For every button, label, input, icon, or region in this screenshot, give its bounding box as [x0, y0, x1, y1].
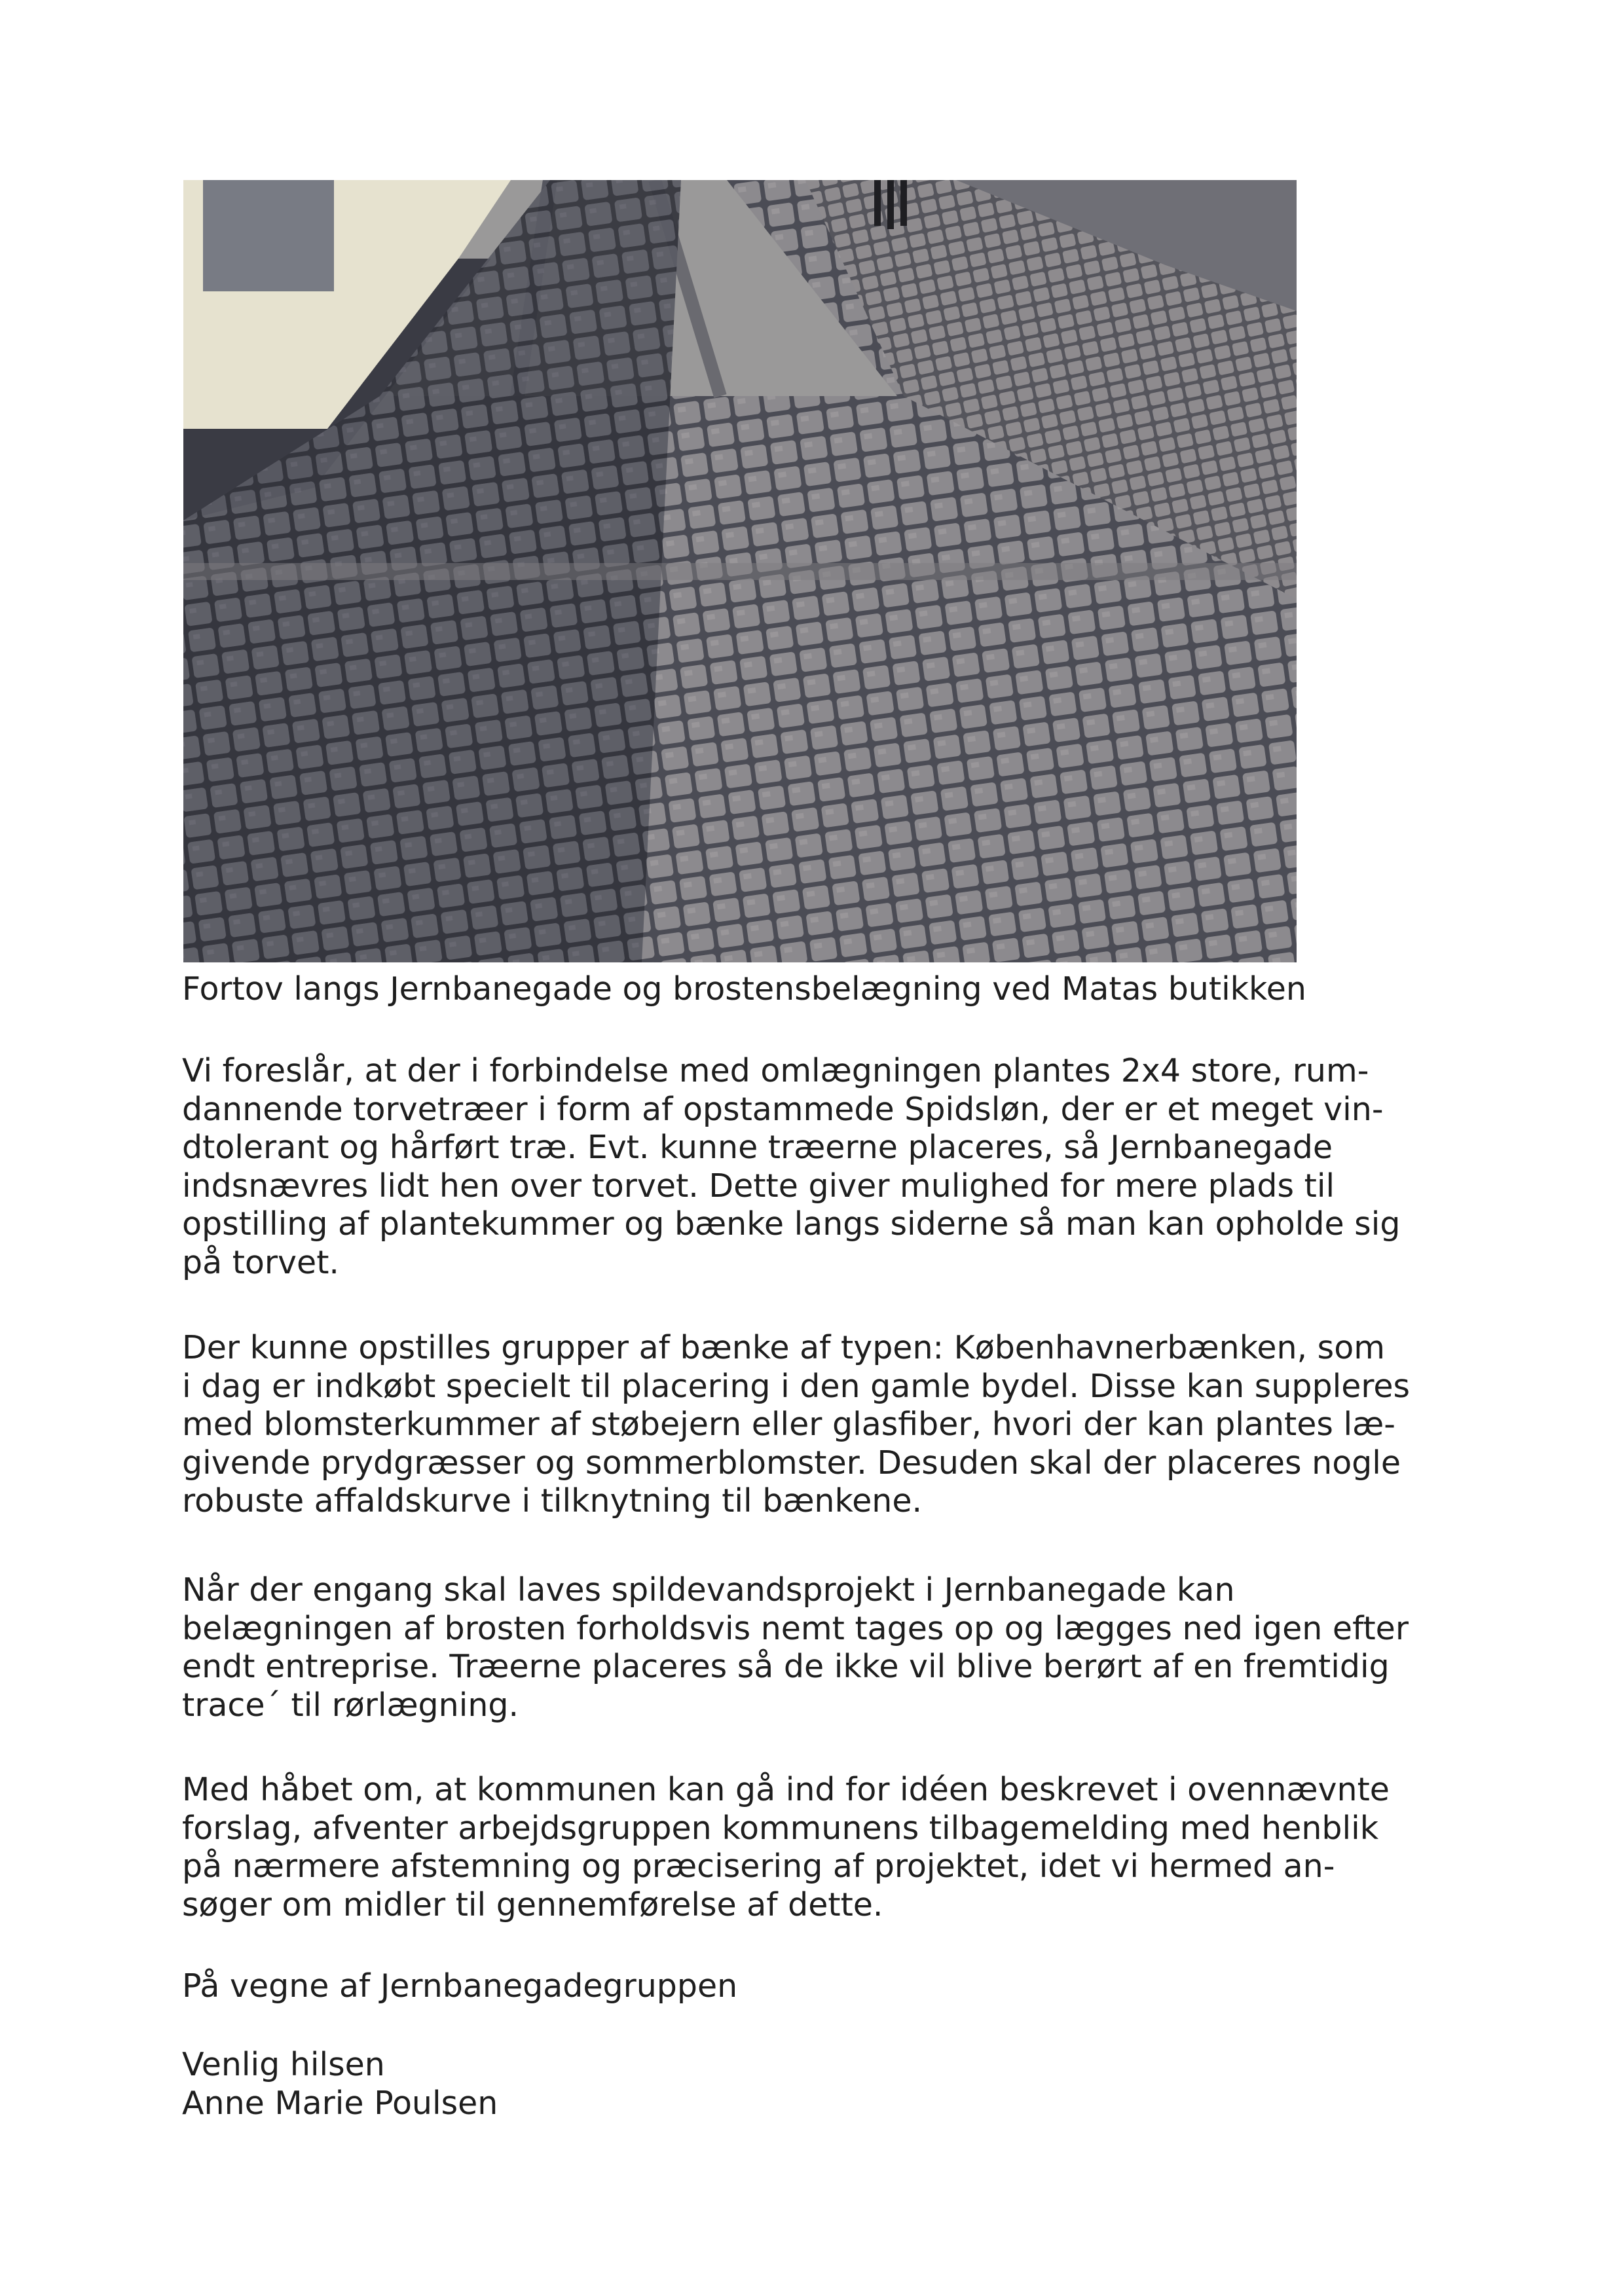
signature-name: Anne Marie Poulsen — [182, 2084, 498, 2122]
text-line: i dag er indkøbt specielt til placering i den gamle bydel. Disse kan suppleres — [182, 1367, 1411, 1405]
paragraph-sewage-project — [182, 1571, 1409, 1724]
signoff-text: På vegne af Jernbanegadegruppen — [182, 1967, 738, 2005]
text-line: med blomsterkummer af støbejern eller glasfiber, hvori der kan plantes læ- — [182, 1406, 1395, 1443]
text-line: endt entreprise. Træerne placeres så de ikke vil blive berørt af en fremtidig — [182, 1648, 1390, 1685]
text-line: på torvet. — [182, 1243, 339, 1281]
text-line: belægningen af brosten forholdsvis nemt tages op og lægges ned igen efter — [182, 1609, 1409, 1647]
text-line: på nærmere afstemning og præcisering af projektet, idet vi hermed an- — [182, 1848, 1335, 1885]
street-photo — [183, 180, 1297, 962]
text-line: søger om midler til gennemførelse af dette. — [182, 1886, 883, 1923]
paragraph-proposal — [182, 1052, 1400, 1282]
text-line: Når der engang skal laves spildevandsprojekt i Jernbanegade kan — [182, 1571, 1235, 1609]
text-line: robuste affaldskurve i tilknytning til bænkene. — [182, 1482, 923, 1520]
paragraph-request — [182, 1771, 1390, 1924]
signoff — [182, 1967, 737, 2006]
text-line: Vi foreslår, at der i forbindelse med omlægningen plantes 2x4 store, rum- — [182, 1052, 1369, 1089]
text-line: dannende torvetræer i form af opstammede Spidsløn, der er et meget vin- — [182, 1090, 1384, 1128]
text-line: givende prydgræsser og sommerblomster. Desuden skal der placeres nogle — [182, 1444, 1401, 1482]
closing-greeting: Venlig hilsen — [182, 2046, 385, 2083]
text-line: dtolerant og hårført træ. Evt. kunne træerne placeres, så Jernbanegade — [182, 1129, 1333, 1166]
text-line: trace´ til rørlægning. — [182, 1686, 519, 1724]
paragraph-benches — [182, 1329, 1410, 1521]
text-line: forslag, afventer arbejdsgruppen kommunens tilbagemelding med henblik — [182, 1809, 1379, 1847]
closing — [182, 2046, 498, 2123]
cobblestone-photo-illustration — [183, 180, 1297, 962]
text-line: Der kunne opstilles grupper af bænke af typen: Københavnerbænken, som — [182, 1329, 1385, 1366]
text-line: Med håbet om, at kommunen kan gå ind for idéen beskrevet i ovennævnte — [182, 1771, 1390, 1808]
photo-caption: Fortov langs Jernbanegade og brostensbelægning ved Matas butikken — [182, 970, 1306, 1008]
text-line: indsnævres lidt hen over torvet. Dette giver mulighed for mere plads til — [182, 1167, 1335, 1205]
text-line: opstilling af plantekummer og bænke langs siderne så man kan opholde sig — [182, 1205, 1401, 1243]
